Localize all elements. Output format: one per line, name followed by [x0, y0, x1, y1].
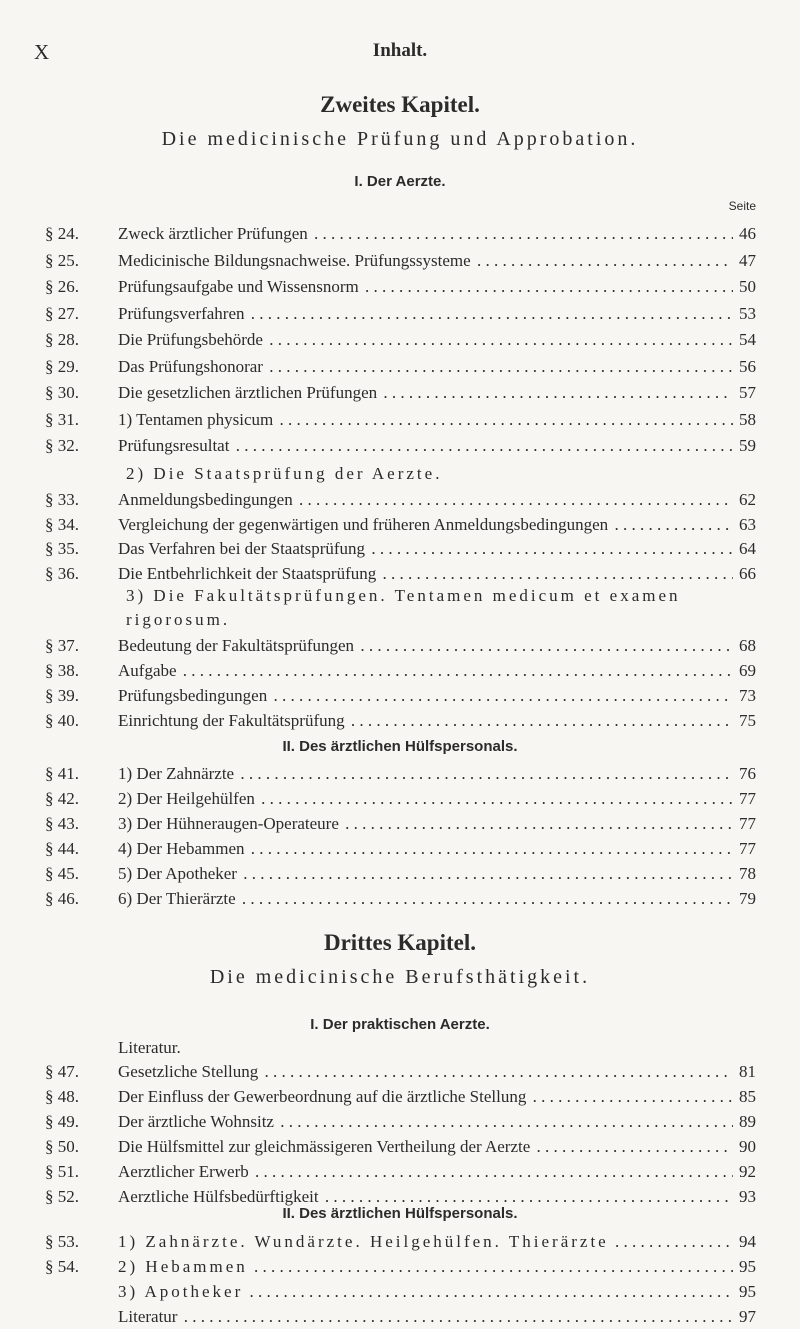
paragraph-number: § 27. — [45, 303, 79, 323]
paragraph-number: § 26. — [45, 277, 79, 296]
entry-title — [118, 684, 748, 708]
entry-title — [118, 762, 748, 786]
entry-title-text: Prüfungsresultat — [118, 436, 230, 455]
toc-entry[interactable] — [0, 837, 800, 861]
entry-title — [118, 1230, 748, 1254]
paragraph-number: § 40. — [45, 711, 79, 730]
running-title: Inhalt. — [372, 40, 428, 61]
paragraph-number: § 46. — [45, 889, 79, 908]
toc-entry[interactable] — [0, 659, 800, 683]
page-reference: 76 — [733, 762, 756, 786]
paragraph-number: § 24. — [45, 224, 79, 243]
seite-label: Seite — [728, 199, 756, 213]
page-reference: 54 — [733, 328, 756, 352]
page-reference: 90 — [733, 1135, 756, 1159]
entry-title-text: Zweck ärztlicher Prüfungen — [118, 224, 308, 243]
literatur-heading: Literatur. — [118, 1038, 181, 1057]
paragraph-number: § 37. — [45, 636, 79, 655]
entry-title — [118, 887, 748, 911]
paragraph-number: § 38. — [45, 661, 79, 680]
page-reference: 69 — [733, 659, 756, 683]
paragraph-number: § 36. — [45, 563, 79, 583]
page-reference: 89 — [733, 1110, 756, 1134]
paragraph-number: § 25. — [45, 250, 79, 270]
entry-title — [118, 355, 748, 379]
toc-entry[interactable] — [0, 812, 800, 836]
entry-title — [118, 408, 748, 432]
entry-title-text: Der ärztliche Wohnsitz — [118, 1112, 274, 1131]
entry-title-text: Prüfungsverfahren — [118, 303, 245, 323]
entry-title — [118, 513, 748, 537]
chapter-subtitle: Die medicinische Prüfung und Approbation. — [161, 128, 639, 150]
toc-entry[interactable] — [0, 355, 800, 379]
toc-entry[interactable] — [0, 787, 800, 811]
paragraph-number: § 29. — [45, 356, 79, 376]
entry-title-text: Aufgabe — [118, 661, 177, 680]
section-heading: I. Der Aerzte. — [354, 173, 446, 190]
paragraph-number: § 30. — [45, 383, 79, 402]
page-reference: 68 — [733, 634, 756, 658]
toc-entry[interactable] — [0, 562, 800, 586]
toc-entry[interactable] — [0, 488, 800, 512]
page-reference: 95 — [733, 1255, 756, 1279]
page-reference: 58 — [733, 408, 756, 432]
page-reference: 78 — [733, 862, 756, 886]
toc-entry[interactable] — [0, 381, 800, 405]
toc-entry[interactable] — [0, 537, 800, 561]
entry-title — [118, 1160, 748, 1184]
page-reference: 64 — [733, 537, 756, 561]
entry-title — [118, 562, 748, 586]
page-reference: 94 — [733, 1230, 756, 1254]
entry-title — [118, 634, 748, 658]
subsection-heading-continued: rigorosum. — [126, 610, 231, 629]
section-heading: I. Der praktischen Aerzte. — [310, 1016, 490, 1033]
paragraph-number: § 51. — [45, 1162, 79, 1181]
page-reference: 57 — [733, 381, 756, 405]
paragraph-number: § 45. — [45, 864, 79, 883]
paragraph-number: § 39. — [45, 686, 79, 705]
entry-title-text: 3) Der Hühneraugen-Operateure — [118, 814, 339, 833]
page-reference: 63 — [733, 513, 756, 537]
subsection-heading: 2) Die Staatsprüfung der Aerzte. — [126, 464, 443, 483]
entry-title-text: Vergleichung der gegenwärtigen und früheren Anmeldungsbedingungen — [118, 514, 609, 534]
section-heading: II. Des ärztlichen Hülfspersonals. — [282, 738, 518, 755]
chapter-title: Zweites Kapitel. — [320, 92, 480, 117]
entry-title-text: 1) Zahnärzte. Wundärzte. Heilgehülfen. Thierärzte — [118, 1232, 609, 1251]
paragraph-number: § 44. — [45, 839, 79, 858]
entry-title — [118, 434, 748, 458]
entry-title-text: 1) Tentamen physicum — [118, 409, 274, 429]
page-reference: 75 — [733, 709, 756, 733]
toc-entry[interactable] — [0, 762, 800, 786]
toc-entry[interactable] — [0, 434, 800, 458]
entry-title — [118, 1305, 748, 1329]
paragraph-number: § 42. — [45, 789, 79, 808]
toc-entry[interactable] — [0, 634, 800, 658]
entry-title-text: 3) Apotheker — [118, 1282, 244, 1301]
paragraph-number: § 43. — [45, 814, 79, 833]
page-reference: 77 — [733, 837, 756, 861]
entry-title-text: 2) Hebammen — [118, 1257, 248, 1276]
entry-title-text: Die gesetzlichen ärztlichen Prüfungen — [118, 383, 378, 402]
entry-title — [118, 837, 748, 861]
page-reference: 79 — [733, 887, 756, 911]
toc-entry[interactable] — [0, 1135, 800, 1159]
entry-title — [118, 812, 748, 836]
toc-entry[interactable] — [0, 862, 800, 886]
toc-entry[interactable] — [0, 275, 800, 299]
entry-title-text: Prüfungsbedingungen — [118, 686, 268, 705]
entry-title — [118, 1255, 748, 1279]
entry-title — [118, 328, 748, 352]
entry-title-text: Die Entbehrlichkeit der Staatsprüfung — [118, 563, 377, 583]
page-reference: 93 — [733, 1185, 756, 1209]
entry-title — [118, 1280, 748, 1304]
page-reference: 77 — [733, 787, 756, 811]
paragraph-number: § 41. — [45, 764, 79, 783]
paragraph-number: § 47. — [45, 1062, 79, 1081]
page-reference: 53 — [733, 302, 756, 326]
chapter-subtitle: Die medicinische Berufsthätigkeit. — [209, 966, 591, 988]
entry-title-text: Einrichtung der Fakultätsprüfung — [118, 711, 345, 730]
toc-entry[interactable] — [0, 887, 800, 911]
entry-title — [118, 381, 748, 405]
page-reference: 66 — [733, 562, 756, 586]
entry-title-text: 6) Der Thierärzte — [118, 889, 236, 908]
toc-entry[interactable] — [0, 513, 800, 537]
chapter-title: Drittes Kapitel. — [323, 930, 476, 955]
page-reference: 85 — [733, 1085, 756, 1109]
entry-title-text: Die Prüfungsbehörde — [118, 330, 263, 349]
entry-title-text: Prüfungsaufgabe und Wissensnorm — [118, 277, 359, 296]
entry-title-text: Bedeutung der Fakultätsprüfungen — [118, 636, 355, 655]
page-reference: 81 — [733, 1060, 756, 1084]
paragraph-number: § 35. — [45, 539, 79, 558]
entry-title-text: Der Einfluss der Gewerbeordnung auf die ärztliche Stellung — [118, 1087, 527, 1106]
entry-title — [118, 862, 748, 886]
paragraph-number: § 49. — [45, 1112, 79, 1131]
entry-title — [118, 488, 748, 512]
entry-title — [118, 302, 748, 326]
entry-title — [118, 275, 748, 299]
entry-title-text: Gesetzliche Stellung — [118, 1062, 259, 1081]
page-reference: 47 — [733, 249, 756, 273]
toc-entry[interactable] — [0, 1280, 800, 1304]
entry-title — [118, 537, 748, 561]
toc-entry[interactable] — [0, 684, 800, 708]
page-reference: 50 — [733, 275, 756, 299]
page-reference: 56 — [733, 355, 756, 379]
page-number: X — [34, 40, 50, 64]
entry-title — [118, 787, 748, 811]
entry-title-text: 2) Der Heilgehülfen — [118, 789, 255, 808]
page-reference: 92 — [733, 1160, 756, 1184]
paragraph-number: § 53. — [45, 1232, 79, 1251]
entry-title-text: 1) Der Zahnärzte — [118, 764, 235, 783]
entry-title-text: Das Prüfungshonorar — [118, 356, 263, 376]
toc-entry[interactable] — [0, 709, 800, 733]
entry-title-text: Aerztlicher Erwerb — [118, 1162, 249, 1181]
entry-title — [118, 1135, 748, 1159]
toc-entry[interactable] — [0, 1110, 800, 1134]
entry-title-text: Die Hülfsmittel zur gleichmässigeren Vertheilung der Aerzte — [118, 1137, 531, 1156]
paragraph-number: § 48. — [45, 1087, 79, 1106]
page-reference: 59 — [733, 434, 756, 458]
paragraph-number: § 34. — [45, 514, 79, 534]
toc-entry[interactable] — [0, 1060, 800, 1084]
entry-title-text: 5) Der Apotheker — [118, 864, 237, 883]
paragraph-number: § 32. — [45, 436, 79, 455]
toc-entry[interactable] — [0, 249, 800, 273]
paragraph-number: § 50. — [45, 1137, 79, 1156]
page-reference: 73 — [733, 684, 756, 708]
paragraph-number: § 52. — [45, 1187, 79, 1206]
toc-entry[interactable] — [0, 328, 800, 352]
subsection-heading: 3) Die Fakultätsprüfungen. Tentamen medicum et examen — [126, 586, 681, 605]
toc-entry[interactable] — [0, 1160, 800, 1184]
entry-title-text: Anmeldungsbedingungen — [118, 490, 293, 509]
page-header — [0, 40, 800, 70]
page-reference: 97 — [733, 1305, 756, 1329]
entry-title — [118, 1085, 748, 1109]
entry-title-text: Literatur — [118, 1307, 178, 1326]
toc-entry[interactable] — [0, 302, 800, 326]
entry-title-text: Medicinische Bildungsnachweise. Prüfungssysteme — [118, 250, 471, 270]
entry-title — [118, 1060, 748, 1084]
section-heading: II. Des ärztlichen Hülfspersonals. — [282, 1205, 518, 1222]
toc-entry[interactable] — [0, 1085, 800, 1109]
toc-entry[interactable] — [0, 1255, 800, 1279]
entry-title — [118, 249, 748, 273]
toc-entry[interactable] — [0, 1230, 800, 1254]
entry-title — [118, 1110, 748, 1134]
toc-entry[interactable] — [0, 408, 800, 432]
paragraph-number: § 33. — [45, 490, 79, 509]
entry-title — [118, 709, 748, 733]
entry-title — [118, 659, 748, 683]
page-reference: 62 — [733, 488, 756, 512]
paragraph-number: § 28. — [45, 330, 79, 349]
page-reference: 46 — [733, 222, 756, 246]
page-reference: 77 — [733, 812, 756, 836]
entry-title-text: Aerztliche Hülfsbedürftigkeit — [118, 1187, 319, 1206]
entry-title-text: Das Verfahren bei der Staatsprüfung — [118, 539, 366, 558]
page-reference: 95 — [733, 1280, 756, 1304]
paragraph-number: § 31. — [45, 409, 79, 429]
entry-title — [118, 222, 748, 246]
toc-entry[interactable] — [0, 222, 800, 246]
paragraph-number: § 54. — [45, 1257, 79, 1276]
toc-entry[interactable] — [0, 1305, 800, 1329]
entry-title-text: 4) Der Hebammen — [118, 839, 245, 858]
